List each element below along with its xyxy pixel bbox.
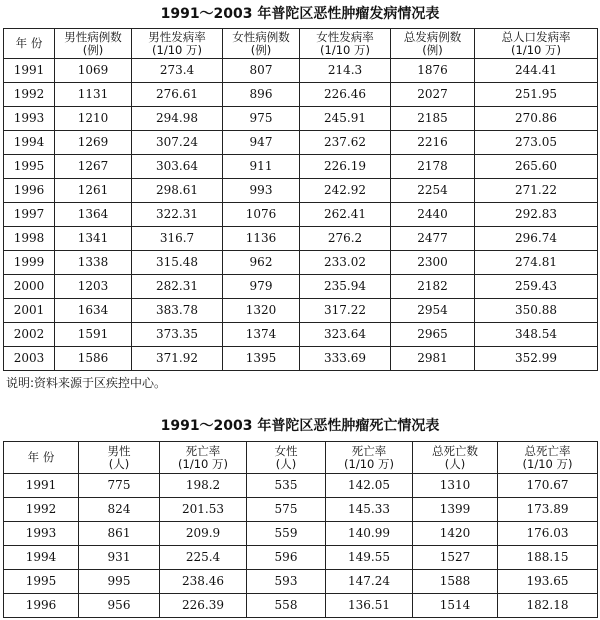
table-row — [4, 522, 598, 546]
header-line: 死亡率 — [185, 443, 221, 458]
value-cell: 350.88 — [475, 299, 598, 323]
table-row — [4, 107, 598, 131]
value-cell: 142.05 — [326, 474, 413, 498]
header-cell — [79, 442, 160, 474]
value-cell: 1341 — [55, 227, 132, 251]
year-cell: 1999 — [4, 251, 55, 275]
header-line: (1/10 万) — [511, 42, 561, 57]
value-cell: 373.35 — [132, 323, 223, 347]
value-cell: 1267 — [55, 155, 132, 179]
value-cell: 896 — [223, 83, 300, 107]
value-cell: 259.43 — [475, 275, 598, 299]
year-cell: 1996 — [4, 179, 55, 203]
value-cell: 201.53 — [160, 498, 247, 522]
table-row — [4, 83, 598, 107]
table-row — [4, 179, 598, 203]
header-line: (1/10 万) — [152, 42, 202, 57]
table-row — [4, 570, 598, 594]
year-cell: 1994 — [4, 546, 79, 570]
table-row — [4, 323, 598, 347]
value-cell: 535 — [247, 474, 326, 498]
value-cell: 170.67 — [498, 474, 598, 498]
value-cell: 282.31 — [132, 275, 223, 299]
value-cell: 593 — [247, 570, 326, 594]
value-cell: 1076 — [223, 203, 300, 227]
table-row — [4, 227, 598, 251]
table-row — [4, 131, 598, 155]
header-cell — [247, 442, 326, 474]
value-cell: 807 — [223, 59, 300, 83]
table1-title: 1991～2003 年普陀区恶性肿瘤发病情况表 — [160, 6, 440, 22]
value-cell: 273.05 — [475, 131, 598, 155]
incidence-table — [3, 28, 598, 371]
value-cell: 316.7 — [132, 227, 223, 251]
value-cell: 1210 — [55, 107, 132, 131]
value-cell: 182.18 — [498, 594, 598, 618]
year-cell: 1993 — [4, 107, 55, 131]
value-cell: 956 — [79, 594, 160, 618]
value-cell: 1395 — [223, 347, 300, 371]
value-cell: 292.83 — [475, 203, 598, 227]
value-cell: 2027 — [391, 83, 475, 107]
value-cell: 276.2 — [300, 227, 391, 251]
value-cell: 911 — [223, 155, 300, 179]
value-cell: 947 — [223, 131, 300, 155]
header-line: (人) — [275, 456, 297, 471]
header-cell — [223, 29, 300, 59]
value-cell: 348.54 — [475, 323, 598, 347]
year-cell: 1991 — [4, 59, 55, 83]
value-cell: 322.31 — [132, 203, 223, 227]
header-line: 总死亡数 — [432, 443, 478, 458]
value-cell: 176.03 — [498, 522, 598, 546]
header-line: 年 份 — [15, 36, 43, 50]
header-line: (1/10 万) — [344, 456, 394, 471]
value-cell: 307.24 — [132, 131, 223, 155]
value-cell: 147.24 — [326, 570, 413, 594]
value-cell: 979 — [223, 275, 300, 299]
value-cell: 2182 — [391, 275, 475, 299]
value-cell: 1338 — [55, 251, 132, 275]
value-cell: 1588 — [413, 570, 498, 594]
value-cell: 317.22 — [300, 299, 391, 323]
year-cell: 2002 — [4, 323, 55, 347]
header-line: 女性病例数 — [232, 29, 290, 44]
header-cell — [132, 29, 223, 59]
value-cell: 198.2 — [160, 474, 247, 498]
header-line: 男性病例数 — [64, 29, 122, 44]
value-cell: 371.92 — [132, 347, 223, 371]
value-cell: 1420 — [413, 522, 498, 546]
value-cell: 1399 — [413, 498, 498, 522]
value-cell: 296.74 — [475, 227, 598, 251]
header-line: 总发病例数 — [403, 29, 462, 44]
header-cell — [475, 29, 598, 59]
header-line: (例) — [82, 42, 104, 57]
table-row — [4, 594, 598, 618]
value-cell: 274.81 — [475, 251, 598, 275]
value-cell: 226.46 — [300, 83, 391, 107]
value-cell: 214.3 — [300, 59, 391, 83]
value-cell: 1591 — [55, 323, 132, 347]
value-cell: 244.41 — [475, 59, 598, 83]
year-cell: 2003 — [4, 347, 55, 371]
table-row — [4, 155, 598, 179]
value-cell: 1269 — [55, 131, 132, 155]
table-row — [4, 251, 598, 275]
header-line: 女性发病率 — [316, 29, 374, 44]
header-line: (例) — [250, 42, 272, 57]
value-cell: 315.48 — [132, 251, 223, 275]
table-row — [4, 59, 598, 83]
header-cell — [413, 442, 498, 474]
year-cell: 1998 — [4, 227, 55, 251]
value-cell: 209.9 — [160, 522, 247, 546]
value-cell: 298.61 — [132, 179, 223, 203]
header-cell — [160, 442, 247, 474]
header-line: (1/10 万) — [320, 42, 370, 57]
header-line: 男性 — [107, 443, 131, 458]
value-cell: 2300 — [391, 251, 475, 275]
value-cell: 1069 — [55, 59, 132, 83]
header-cell — [498, 442, 598, 474]
value-cell: 861 — [79, 522, 160, 546]
header-cell — [326, 442, 413, 474]
value-cell: 149.55 — [326, 546, 413, 570]
value-cell: 596 — [247, 546, 326, 570]
value-cell: 136.51 — [326, 594, 413, 618]
value-cell: 245.91 — [300, 107, 391, 131]
value-cell: 2254 — [391, 179, 475, 203]
header-cell — [4, 29, 55, 59]
header-line: 女性 — [274, 443, 298, 458]
value-cell: 995 — [79, 570, 160, 594]
year-cell: 1995 — [4, 155, 55, 179]
value-cell: 575 — [247, 498, 326, 522]
value-cell: 1514 — [413, 594, 498, 618]
value-cell: 824 — [79, 498, 160, 522]
value-cell: 931 — [79, 546, 160, 570]
value-cell: 1261 — [55, 179, 132, 203]
value-cell: 145.33 — [326, 498, 413, 522]
value-cell: 262.41 — [300, 203, 391, 227]
value-cell: 2981 — [391, 347, 475, 371]
header-cell — [300, 29, 391, 59]
table2-title: 1991～2003 年普陀区恶性肿瘤死亡情况表 — [160, 418, 440, 434]
value-cell: 993 — [223, 179, 300, 203]
value-cell: 173.89 — [498, 498, 598, 522]
header-line: 总人口发病率 — [501, 29, 571, 44]
value-cell: 2178 — [391, 155, 475, 179]
value-cell: 226.39 — [160, 594, 247, 618]
value-cell: 1320 — [223, 299, 300, 323]
value-cell: 225.4 — [160, 546, 247, 570]
table-row — [4, 498, 598, 522]
table-row — [4, 203, 598, 227]
value-cell: 1203 — [55, 275, 132, 299]
year-cell: 2001 — [4, 299, 55, 323]
value-cell: 294.98 — [132, 107, 223, 131]
header-line: 死亡率 — [351, 443, 387, 458]
value-cell: 303.64 — [132, 155, 223, 179]
value-cell: 270.86 — [475, 107, 598, 131]
value-cell: 2440 — [391, 203, 475, 227]
value-cell: 558 — [247, 594, 326, 618]
value-cell: 323.64 — [300, 323, 391, 347]
value-cell: 352.99 — [475, 347, 598, 371]
value-cell: 1586 — [55, 347, 132, 371]
mortality-table-body — [4, 474, 598, 618]
value-cell: 235.94 — [300, 275, 391, 299]
value-cell: 383.78 — [132, 299, 223, 323]
value-cell: 1374 — [223, 323, 300, 347]
header-line: (1/10 万) — [522, 456, 573, 471]
value-cell: 2477 — [391, 227, 475, 251]
year-cell: 1995 — [4, 570, 79, 594]
value-cell: 238.46 — [160, 570, 247, 594]
table-row — [4, 275, 598, 299]
value-cell: 188.15 — [498, 546, 598, 570]
table-row — [4, 299, 598, 323]
value-cell: 1364 — [55, 203, 132, 227]
year-cell: 1992 — [4, 83, 55, 107]
mortality-table — [3, 441, 598, 618]
value-cell: 962 — [223, 251, 300, 275]
value-cell: 265.60 — [475, 155, 598, 179]
value-cell: 271.22 — [475, 179, 598, 203]
value-cell: 333.69 — [300, 347, 391, 371]
header-line: 年 份 — [27, 450, 55, 464]
year-cell: 1997 — [4, 203, 55, 227]
value-cell: 242.92 — [300, 179, 391, 203]
mortality-table-header — [4, 442, 598, 474]
header-line: (人) — [108, 456, 130, 471]
year-cell: 1996 — [4, 594, 79, 618]
value-cell: 193.65 — [498, 570, 598, 594]
header-line: (例) — [422, 42, 443, 57]
value-cell: 1136 — [223, 227, 300, 251]
value-cell: 251.95 — [475, 83, 598, 107]
header-line: (人) — [444, 456, 466, 471]
value-cell: 226.19 — [300, 155, 391, 179]
year-cell: 1992 — [4, 498, 79, 522]
value-cell: 1310 — [413, 474, 498, 498]
value-cell: 559 — [247, 522, 326, 546]
value-cell: 2954 — [391, 299, 475, 323]
value-cell: 1876 — [391, 59, 475, 83]
value-cell: 975 — [223, 107, 300, 131]
value-cell: 2965 — [391, 323, 475, 347]
value-cell: 237.62 — [300, 131, 391, 155]
value-cell: 140.99 — [326, 522, 413, 546]
header-cell — [391, 29, 475, 59]
value-cell: 233.02 — [300, 251, 391, 275]
value-cell: 1131 — [55, 83, 132, 107]
year-cell: 1993 — [4, 522, 79, 546]
value-cell: 775 — [79, 474, 160, 498]
header-line: 男性发病率 — [148, 29, 206, 44]
value-cell: 276.61 — [132, 83, 223, 107]
header-cell — [55, 29, 132, 59]
year-cell: 1991 — [4, 474, 79, 498]
value-cell: 2185 — [391, 107, 475, 131]
value-cell: 1634 — [55, 299, 132, 323]
table-row — [4, 546, 598, 570]
incidence-table-header — [4, 29, 598, 59]
incidence-table-body — [4, 59, 598, 371]
year-cell: 2000 — [4, 275, 55, 299]
header-line: 总死亡率 — [524, 443, 571, 458]
table-row — [4, 474, 598, 498]
value-cell: 273.4 — [132, 59, 223, 83]
value-cell: 1527 — [413, 546, 498, 570]
table-row — [4, 347, 598, 371]
header-cell — [4, 442, 79, 474]
source-note: 说明:资料来源于区疾控中心。 — [6, 376, 167, 390]
value-cell: 2216 — [391, 131, 475, 155]
year-cell: 1994 — [4, 131, 55, 155]
header-line: (1/10 万) — [178, 456, 228, 471]
